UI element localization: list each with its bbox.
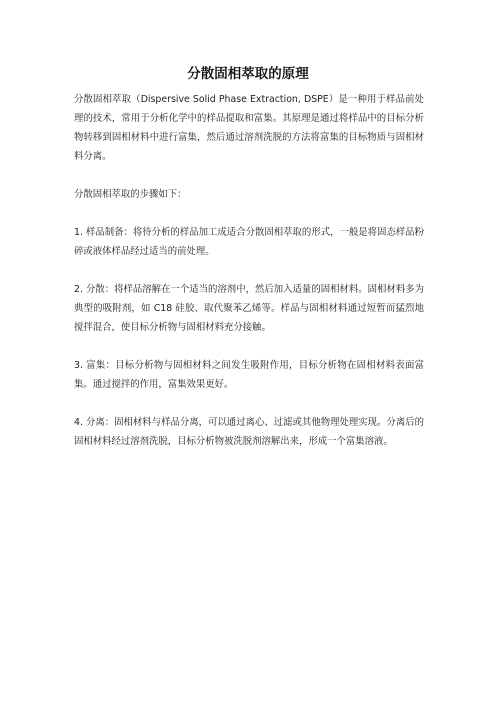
- paragraph-spacer: [74, 394, 424, 413]
- paragraph-spacer: [74, 204, 424, 223]
- paragraph-spacer: [74, 166, 424, 185]
- step-2-paragraph: 2. 分散：将样品溶解在一个适当的溶剂中，然后加入适量的固相材料。固相材料多为典型的吸附剂，如 C18 硅胶、取代聚苯乙烯等。样品与固相材料通过短暂而猛烈地搅拌混合，使目标分析物与固相材料充分接触。: [74, 284, 424, 333]
- steps-intro-paragraph: 分散固相萃取的步骤如下：: [74, 189, 187, 200]
- document-title: 分散固相萃取的原理: [187, 66, 309, 82]
- step-1-paragraph: 1. 样品制备：将待分析的样品加工成适合分散固相萃取的形式，一般是将固态样品粉碎或液体样品经过适当的前处理。: [74, 227, 424, 257]
- paragraph-spacer: [74, 337, 424, 356]
- step-4-paragraph: 4. 分离：固相材料与样品分离，可以通过离心、过滤或其他物理处理实现。分离后的固相材料经过溶剂洗脱，目标分析物被洗脱剂溶解出来，形成一个富集溶液。: [74, 417, 424, 447]
- intro-paragraph: 分散固相萃取（Dispersive Solid Phase Extraction, DSPE）是一种用于样品前处理的技术，常用于分析化学中的样品提取和富集。其原理是通过将样品中的目标分析物转移到固相材料中进行富集，然后通过溶剂洗脱的方法将富集的目标物质与固相材料分离。: [74, 94, 424, 162]
- step-3-paragraph: 3. 富集：目标分析物与固相材料之间发生吸附作用，目标分析物在固相材料表面富集。通过搅拌的作用，富集效果更好。: [74, 360, 424, 390]
- paragraph-spacer: [74, 261, 424, 280]
- document-body: [74, 90, 424, 451]
